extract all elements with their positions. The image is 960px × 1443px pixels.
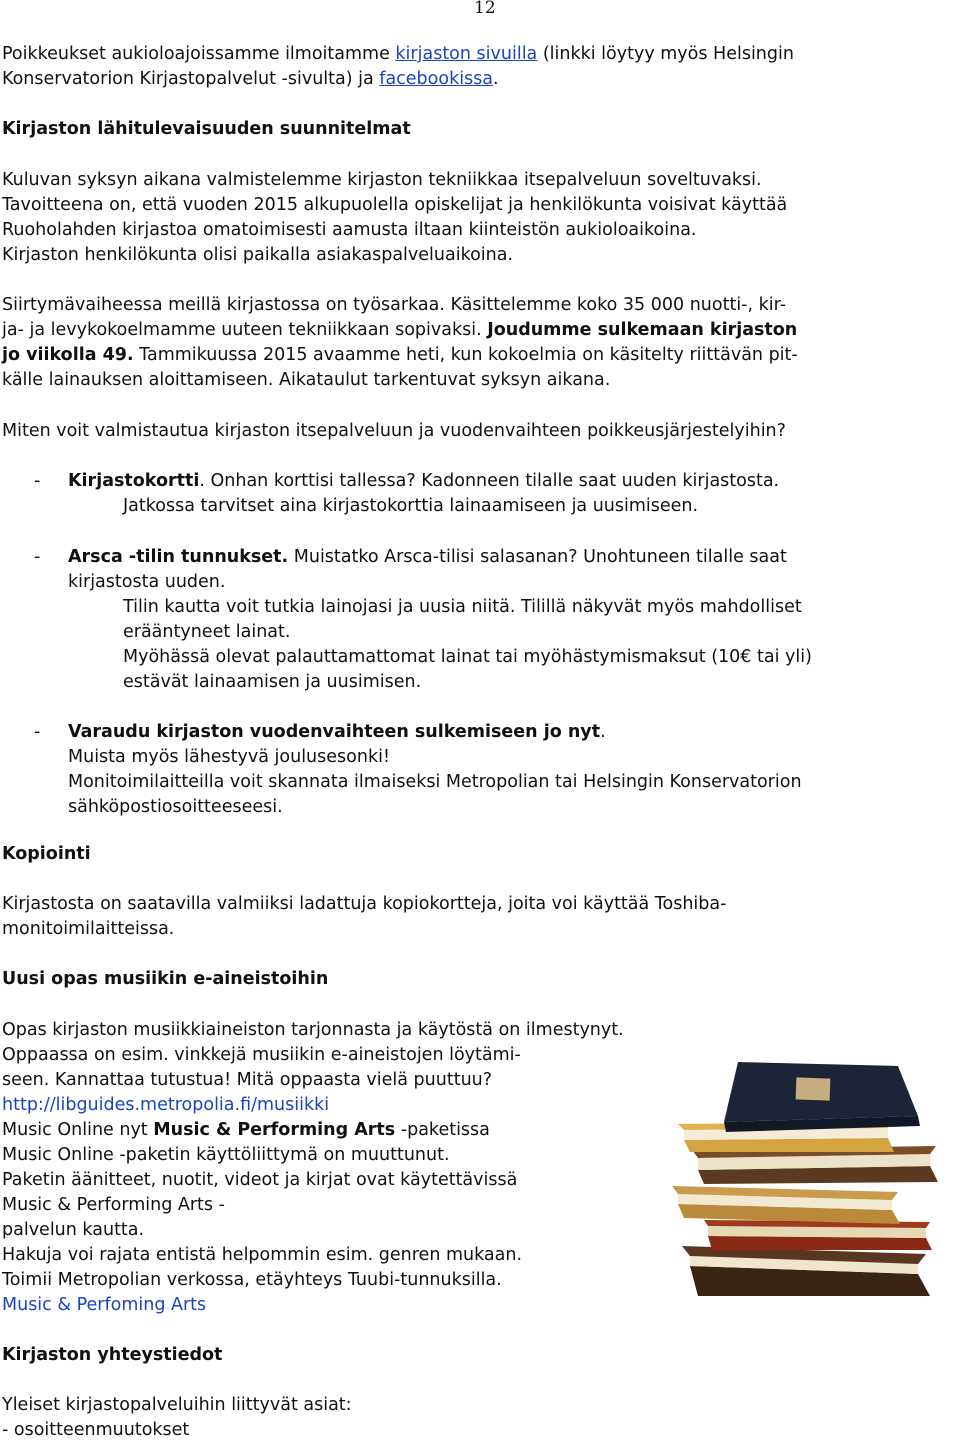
guide-line: palvelun kautta. bbox=[2, 1220, 145, 1240]
list-dash: - bbox=[34, 471, 41, 491]
guide-text: -paketissa bbox=[395, 1120, 490, 1140]
book-stack-icon bbox=[668, 1060, 954, 1310]
book-bottom bbox=[682, 1246, 930, 1296]
arsca-subline: Myöhässä olevat palauttamattomat lainat tai myöhästymismaksut (10€ tai yli) bbox=[123, 647, 812, 667]
contact-line: Yleiset kirjastopalveluihin liittyvät asiat: bbox=[2, 1395, 352, 1415]
copy-line: monitoimilaitteissa. bbox=[2, 919, 175, 939]
intro-line-1 bbox=[2, 42, 794, 67]
list-dash: - bbox=[34, 722, 41, 742]
list-dash: - bbox=[34, 547, 41, 567]
plan-transition-line: källe lainauksen aloittamiseen. Aikataulut tarkentuvat syksyn aikana. bbox=[2, 370, 611, 390]
plan-transition-line bbox=[2, 343, 798, 368]
arsca-line: kirjastosta uuden. bbox=[68, 572, 226, 592]
intro-text: Poikkeukset aukioloajoissamme ilmoitamme bbox=[2, 44, 396, 64]
intro-text: Konservatorion Kirjastopalvelut -sivulta) ja bbox=[2, 69, 380, 89]
card-item bbox=[68, 469, 779, 494]
plan-text: ja- ja levykokoelmamme uuteen tekniikkaan sopivaksi. bbox=[2, 320, 488, 340]
guide-line: Oppaassa on esim. vinkkejä musiikin e-aineistojen löytämi- bbox=[2, 1045, 521, 1065]
music-performing-arts-link[interactable]: Music & Perfoming Arts bbox=[2, 1295, 207, 1315]
copy-heading: Kopiointi bbox=[2, 844, 91, 864]
guide-text: Music Online nyt bbox=[2, 1120, 154, 1140]
guide-link-line bbox=[2, 1293, 206, 1318]
card-text: . Onhan korttisi tallessa? Kadonneen tilalle saat uuden kirjastosta. bbox=[199, 471, 780, 491]
arsca-item bbox=[68, 545, 787, 570]
book-5 bbox=[704, 1220, 932, 1250]
plan-transition-line: Siirtymävaiheessa meillä kirjastossa on työsarkaa. Käsittelemme koko 35 000 nuotti-, kir- bbox=[2, 295, 787, 315]
guide-line: Toimii Metropolian verkossa, etäyhteys Tuubi-tunnuksilla. bbox=[2, 1270, 502, 1290]
plan-transition-line bbox=[2, 318, 797, 343]
guide-line: seen. Kannattaa tutustua! Mitä oppaasta vielä puuttuu? bbox=[2, 1070, 493, 1090]
prepare-title: Varaudu kirjaston vuodenvaihteen sulkemiseen jo nyt bbox=[68, 722, 601, 742]
prepare-text: . bbox=[600, 722, 606, 742]
plan-paragraph-line: Kuluvan syksyn aikana valmistelemme kirjaston tekniikkaa itsepalveluun soveltuvaksi. bbox=[2, 170, 762, 190]
library-pages-link[interactable]: kirjaston sivuilla bbox=[395, 44, 538, 64]
plan-text: Tammikuussa 2015 avaamme heti, kun kokoelmia on käsitelty riittävän pit- bbox=[133, 345, 798, 365]
guide-line bbox=[2, 1118, 490, 1143]
closing-week: jo viikolla 49. bbox=[2, 345, 134, 365]
plan-paragraph-line: Ruoholahden kirjastoa omatoimisesti aamusta iltaan kiinteistön aukioloaikoina. bbox=[2, 220, 697, 240]
package-name: Music & Performing Arts bbox=[153, 1120, 396, 1140]
plan-paragraph-line: Kirjaston henkilökunta olisi paikalla asiakaspalveluaikoina. bbox=[2, 245, 514, 265]
prepare-line: Muista myös lähestyvä joulusesonki! bbox=[68, 747, 390, 767]
contact-heading: Kirjaston yhteystiedot bbox=[2, 1345, 223, 1365]
arsca-subline: Tilin kautta voit tutkia lainojasi ja uusia niitä. Tilillä näkyvät myös mahdolliset bbox=[123, 597, 802, 617]
facebook-link[interactable]: facebookissa bbox=[379, 69, 494, 89]
guide-line: Music Online -paketin käyttöliittymä on muuttunut. bbox=[2, 1145, 450, 1165]
intro-text: . bbox=[493, 69, 499, 89]
libguides-link[interactable]: http://libguides.metropolia.fi/musiikki bbox=[2, 1095, 330, 1115]
arsca-subline: estävät lainaamisen ja uusimisen. bbox=[123, 672, 422, 692]
guide-line: Opas kirjaston musiikkiaineiston tarjonnasta ja käytöstä on ilmestynyt. bbox=[2, 1020, 624, 1040]
guide-line: Paketin äänitteet, nuotit, videot ja kirjat ovat käytettävissä bbox=[2, 1170, 518, 1190]
copy-line: Kirjastosta on saatavilla valmiiksi ladattuja kopiokortteja, joita voi käyttää Toshiba- bbox=[2, 894, 727, 914]
guide-line: Hakuja voi rajata entistä helpommin esim. genren mukaan. bbox=[2, 1245, 523, 1265]
contact-line: - osoitteenmuutokset bbox=[2, 1420, 190, 1440]
card-subline: Jatkossa tarvitset aina kirjastokorttia lainaamiseen ja uusimiseen. bbox=[123, 496, 699, 516]
intro-text: (linkki löytyy myös Helsingin bbox=[537, 44, 794, 64]
book-top bbox=[724, 1062, 920, 1132]
arsca-title: Arsca -tilin tunnukset. bbox=[68, 547, 289, 567]
guide-line: Music & Performing Arts - bbox=[2, 1195, 225, 1215]
plan-heading: Kirjaston lähitulevaisuuden suunnitelmat bbox=[2, 119, 411, 139]
prepare-item bbox=[68, 720, 606, 745]
page-number: 12 bbox=[474, 0, 496, 18]
guide-heading: Uusi opas musiikin e-aineistoihin bbox=[2, 969, 329, 989]
closing-notice: Joudumme sulkemaan kirjaston bbox=[487, 320, 798, 340]
intro-line-2 bbox=[2, 67, 499, 92]
plan-question: Miten voit valmistautua kirjaston itsepalveluun ja vuodenvaihteen poikkeusjärjestelyihin? bbox=[2, 421, 786, 441]
arsca-subline: erääntyneet lainat. bbox=[123, 622, 291, 642]
book-4 bbox=[672, 1186, 900, 1224]
guide-url-line bbox=[2, 1093, 329, 1118]
prepare-line: Monitoimilaitteilla voit skannata ilmaiseksi Metropolian tai Helsingin Konservatorion bbox=[68, 772, 802, 792]
card-title: Kirjastokortti bbox=[68, 471, 200, 491]
prepare-line: sähköpostiosoitteeseesi. bbox=[68, 797, 283, 817]
arsca-text: Muistatko Arsca-tilisi salasanan? Unohtuneen tilalle saat bbox=[288, 547, 787, 567]
plan-paragraph-line: Tavoitteena on, että vuoden 2015 alkupuolella opiskelijat ja henkilökunta voisivat käyttää bbox=[2, 195, 788, 215]
